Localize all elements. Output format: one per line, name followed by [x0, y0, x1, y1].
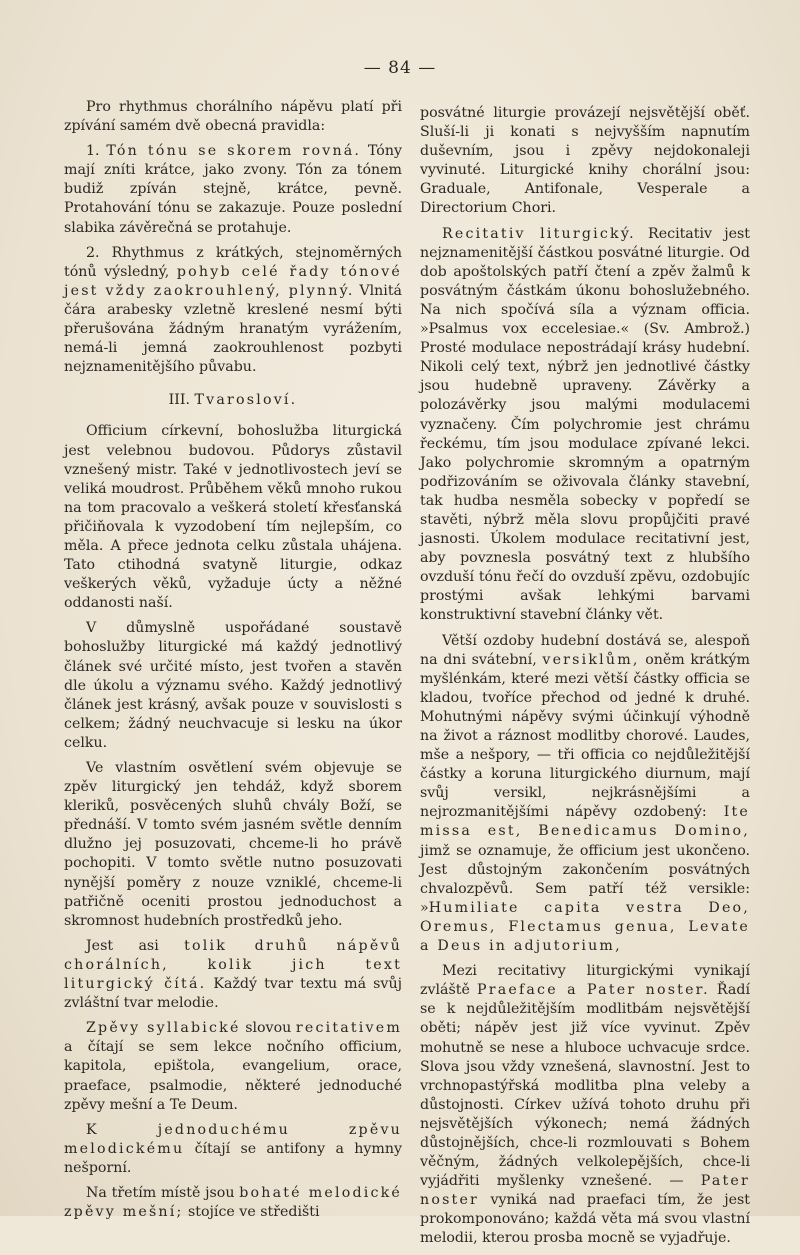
paragraph [64, 98, 402, 136]
text-run: čítají se antifony a hymny nešporní. [64, 1140, 402, 1176]
text-run: Jest asi [86, 937, 185, 954]
section-heading [64, 391, 402, 410]
text-run: III. [168, 392, 195, 409]
text-run: Mezi recitativy liturgickými vynikají zvláště [420, 963, 750, 999]
spaced-emphasis-text: pohyb celé řady tónové jest vždy zaokrouhlený, plynný. [64, 263, 402, 299]
paragraph [64, 759, 402, 931]
text-run: 2. Rhythmus z krátkých, stejnoměrných tónů výsledný, [64, 244, 402, 280]
paragraph [64, 142, 402, 237]
spaced-emphasis-text: Praeface a Pater noster. [476, 982, 710, 999]
text-run: posvátné liturgie provázejí nejsvětější oběť. Sluší-li ji konati s nejvyšším napnutím duševním, jsou i zpěvy nejdokonaleji vyvinuté. Liturgické knihy chorální jsou: Graduale, Antifonale, Vesperale a Directorium Chori. [420, 105, 750, 217]
paragraph [64, 619, 402, 753]
paragraph [420, 225, 750, 626]
right-column [420, 104, 750, 1255]
spaced-emphasis-text: Tvarosloví. [194, 392, 298, 409]
spaced-emphasis-text: Zpěvy syllabické [86, 1020, 241, 1037]
paragraph [64, 1184, 402, 1222]
paragraph [64, 244, 402, 378]
text-run: Pro rhythmus chorálního nápěvu platí při zpívání samém dvě obecná pravidla: [64, 99, 402, 135]
spaced-emphasis-text: K jednoduchému zpěvu melodickému [64, 1121, 402, 1157]
paragraph [64, 1121, 402, 1178]
paragraph [64, 937, 402, 1013]
text-run: V důmyslně uspořádané soustavě bohoslužby liturgické má každý jednotlivý článek své určité místo, jest tvořen a stavěn dle úkolu a významu svého. Každý jednotlivý článek jest krásný, avšak pouze v souvislosti s celkem; žádný neuchvacuje si lesku na úkor celku. [64, 620, 402, 751]
text-run: Vlnitá čára arabesky vzletně kreslené nesmí býti přerušována žádným hranatým vyrážením, nemá-li jemná zaokrouhlenost pozbyti nejznamenitějšího půvabu. [64, 282, 402, 376]
text-run: Větší ozdoby hudební dostává se, alespoň na dni svátební, [420, 632, 750, 668]
text-run: Recitativ jest nejznamenitější částkou posvátné liturgie. Od dob apoštolských patří čtení a zpěv žalmů k posvátným částkám úkonu bohoslužebného. Na nich spočívá síla a význam officia. »Psalmus vox eccelesiae.« (Sv. Ambrož.) Prosté modulace nepostrádají krásy hudební. Nikoli celý text, nýbrž jen jednotlivé částky jsou hudebně upraveny. Závěrky a polozávěrky jsou malými modulacemi vyznačeny. Čím polychromie jest chrámu řeckému, tím jsou modulace zpívané lekci. Jako polychromie skromným a opatrným podřizováním se oživovala články stavební, tak hudba nesměla sobecky v popředí se stavěti, nýbrž měla slovu propůjčiti pravé jasnosti. Úkolem modulace recitativní jest, aby povznesla posvátný text z hlubšího ovzduší tónu řečí do ovzduší zpěvu, ozdobujíc prostými avšak lehkými barvami konstruktivní stavební články vět. [420, 225, 750, 624]
spaced-emphasis-text: recitativem [295, 1020, 402, 1037]
spaced-emphasis-text: Recitativ liturgický. [442, 225, 636, 242]
page-number: — 84 — [363, 58, 437, 78]
spaced-emphasis-text: tolik druhů nápěvů chorálních, kolik jich text liturgický čítá. [64, 937, 402, 993]
text-run: a čítají se sem lekce nočního officium, kapitola, epištola, evangelium, orace, praeface, psalmodie, některé jednoduché zpěvy mešní a Te Deum. [64, 1039, 402, 1113]
text-run: Tóny mají zníti krátce, jako zvony. Tón za tónem budiž zpíván stejně, krátce, pevně. Protahování tónu se zakazuje. Pouze poslední slabika závěrečná se protahuje. [64, 143, 402, 236]
text-run: Na třetím místě jsou [86, 1184, 240, 1201]
text-run: slovou [240, 1020, 296, 1037]
text-run: stojíce ve středišti [183, 1204, 320, 1221]
paragraph [64, 422, 402, 613]
text-run: Řadí se k nejdůležitějším modlitbám nejsvětější oběti; nápěv jest již více vyvinut. Zpěv mohutně se nese a hluboce uchvacuje srdce. Slova jsou vždy vznešená, slavnostní. Jest to vrchnopastýřská modlitba plna veleby a důstojnosti. Církev užívá tohoto druhu při nejsvětějších výkonech; nemá žádných důstojnějších, chce-li rozmlouvati s Bohem věčným, žádných velkolepějších, chce-li vyjádřiti myšlenky vznešené. — [420, 982, 750, 1190]
spaced-emphasis-text: versiklům, [542, 651, 640, 668]
text-run: Ve vlastním osvětlení svém objevuje se zpěv liturgický jen tehdáž, když sborem kleriků, posvěcených sluhů chvály Boží, se přednáší. V tomto svém jasném světle denním dlužno jej posuzovati, chceme-li ho právě pochopiti. V tomto světle nutno posuzovati nynější poměry z nouze vzniklé, chceme-li patřičně oceniti prostou jednoduchost a skromnost hudebních prostředků jeho. [64, 760, 402, 929]
paragraph [420, 104, 750, 219]
spaced-emphasis-text: Ite missa est, Benedicamus Domino, [420, 804, 750, 840]
text-run: jimž se oznamuje, že officium jest ukončeno. Jest důstojným zakončením posvátných chvalozpěvů. Sem patří též versikle: » [420, 842, 750, 916]
text-run: Officium církevní, bohoslužba liturgická jest velebnou budovou. Půdorys zůstavil vznešený mistr. Také v jednotlivostech jeví se veliká moudrost. Průběhem věků mnoho rukou na tom pracovalo a veškerá století křesťanská přičiňovala k vyzodobení tím nejlepším, co měla. A přece jednota celku zůstala uhájena. Tato ctihodná svatyně liturgie, odkaz veškerých věků, vyžaduje úcty a něžné oddanosti naší. [64, 423, 402, 612]
text-run: vyniká nad praefaci tím, že jest prokomponováno; každá věta má svou vlastní melodii, kterou prosba mocně se vyjadřuje. [420, 1192, 750, 1247]
text-run: Každý tvar textu má svůj zvláštní tvar melodie. [64, 976, 402, 1012]
spaced-emphasis-text: Pater noster [420, 1173, 750, 1209]
left-column [64, 98, 402, 1228]
spaced-emphasis-text: Tón tónu se skorem rovná. [106, 143, 362, 160]
paragraph [64, 1019, 402, 1114]
paragraph [420, 632, 750, 957]
paragraph [420, 962, 750, 1248]
text-run: 1. [86, 143, 107, 160]
spaced-emphasis-text: Humiliate capita vestra Deo, Oremus, Flectamus genua, Levate a Deus in adjutorium, [420, 899, 750, 955]
text-run: oněm krátkým myšlénkám, které mezi větší částky officia se kladou, tvoříce přechod od jedné k druhé. Mohutnými nápěvy svými účinkují výhodně na život a ráznost modlitby chorové. Laudes, mše a nešpory, — tři officia co nejdůležitější částky a koruna liturgického diurnum, mají svůj versikl, nejkrásnějšími a nejrozmanitějšími nápěvy ozdobený: [420, 651, 750, 821]
spaced-emphasis-text: bohaté melodické zpěvy mešní; [64, 1184, 403, 1221]
